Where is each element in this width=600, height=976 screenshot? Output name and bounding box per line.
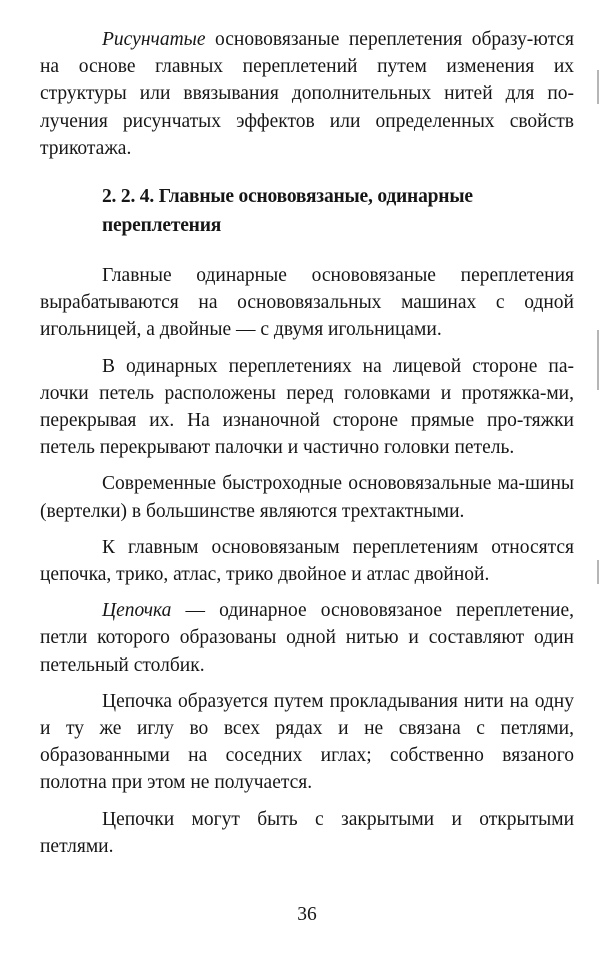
- term-chain: Цепочка: [102, 600, 172, 622]
- section-heading: 2. 2. 4. Главные основовязаные, одинарные переплетения: [102, 186, 473, 237]
- paragraph-patterned-weaves: [40, 26, 574, 162]
- scan-edge-marks: [594, 0, 600, 976]
- page-number: 36: [297, 904, 317, 925]
- paragraph-patterned-text: основовязаные переплетения образу-ются на основе главных переплетений путем изменения их структуры или ввязывания дополнительных нитей для по-лучения рисунчатых эффектов или определенных свойств трикотажа.: [40, 29, 574, 159]
- paragraph-chain-formation: Цепочка образуется путем прокладывания нити на одну и ту же иглу во всех рядах и не связана с петлями, образованными на соседних иглах; собственно вязаного полотна при этом не получается.: [40, 690, 574, 794]
- term-patterned: Рисунчатые: [102, 29, 206, 50]
- paragraph-main-single: Главные одинарные основовязаные переплетения вырабатываются на основовязальных машинах с одной игольницей, а двойные — с двумя игольницами.: [40, 265, 574, 341]
- paragraph-main-types: К главным основовязаным переплетениям относятся цепочка, трико, атлас, трико двойное и атлас двойной.: [40, 536, 574, 586]
- paragraph-chain-text: — одинарное основовязаное переплетение, петли которого образованы одной нитью и составляют один петельный столбик.: [40, 600, 574, 676]
- paragraph-modern-machines: Современные быстроходные основовязальные ма-шины (вертелки) в большинстве являются трехтактными.: [40, 473, 574, 522]
- paragraph-chain-loops: Цепочки могут быть с закрытыми и открытыми петлями.: [40, 808, 574, 857]
- book-page: [40, 26, 574, 966]
- paragraph-chain-definition: [40, 597, 574, 679]
- paragraph-single-structure: В одинарных переплетениях на лицевой стороне па-лочки петель расположены перед головками и протяжка-ми, перекрывая их. На изнаночной стороне прямые про-тяжки петель перекрывают палочки и частично головки петель.: [40, 355, 574, 459]
